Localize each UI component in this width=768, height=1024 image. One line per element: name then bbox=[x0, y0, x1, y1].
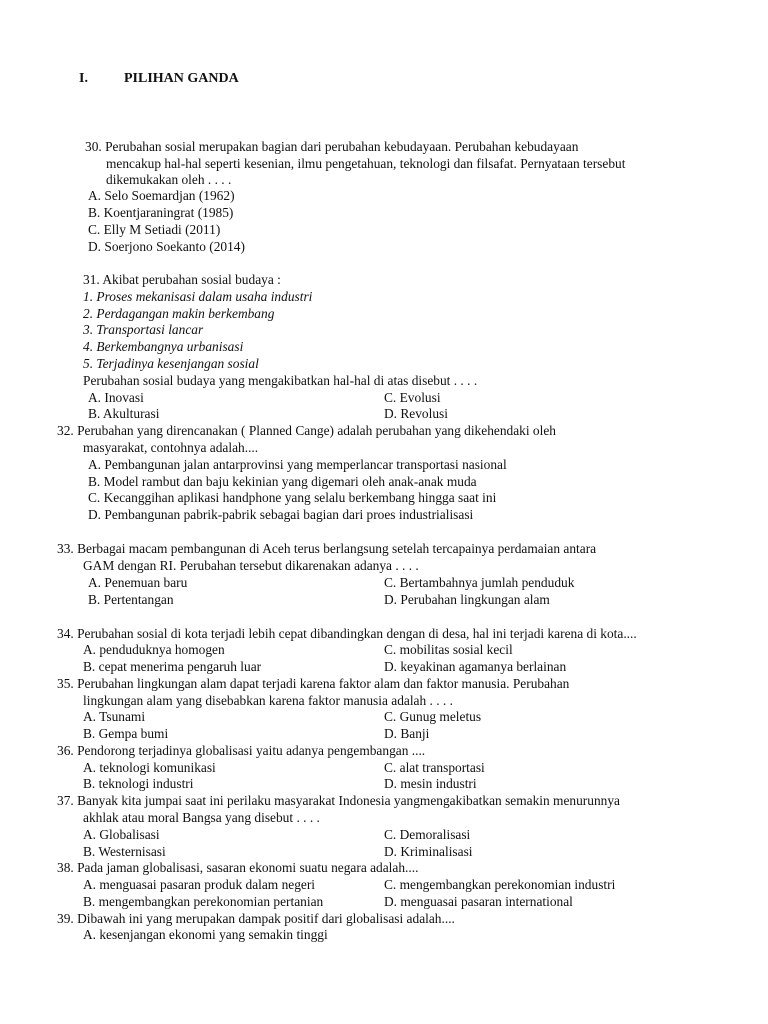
list-item: 4. Berkembangnya urbanisasi bbox=[83, 339, 244, 354]
question-text: dikemukakan oleh . . . . bbox=[106, 172, 232, 187]
answer-option: A. Globalisasi bbox=[83, 827, 160, 842]
answer-option: C. Kecanggihan aplikasi handphone yang selalu berkembang hingga saat ini bbox=[88, 490, 497, 505]
answer-option: D. Soerjono Soekanto (2014) bbox=[88, 239, 245, 254]
answer-option: B. Gempa bumi bbox=[83, 726, 169, 741]
answer-option: D. menguasai pasaran international bbox=[384, 894, 573, 909]
answer-option: C. mobilitas sosial kecil bbox=[384, 642, 513, 657]
question-text: 37. Banyak kita jumpai saat ini perilaku masyarakat Indonesia yangmengakibatkan semakin menurunnya bbox=[57, 793, 620, 808]
list-item: 3. Transportasi lancar bbox=[83, 322, 204, 337]
list-item: 5. Terjadinya kesenjangan sosial bbox=[83, 356, 259, 371]
question-text: 36. Pendorong terjadinya globalisasi yaitu adanya pengembangan .... bbox=[57, 743, 426, 758]
answer-option: A. Tsunami bbox=[83, 709, 146, 724]
answer-option: B. mengembangkan perekonomian pertanian bbox=[83, 894, 324, 909]
answer-option: C. alat transportasi bbox=[384, 760, 485, 775]
answer-option: A. menguasai pasaran produk dalam negeri bbox=[83, 877, 316, 892]
answer-option: C. Bertambahnya jumlah penduduk bbox=[384, 575, 575, 590]
answer-option: D. mesin industri bbox=[384, 776, 477, 791]
answer-option: B. cepat menerima pengaruh luar bbox=[83, 659, 262, 674]
question-text: 39. Dibawah ini yang merupakan dampak positif dari globalisasi adalah.... bbox=[57, 911, 455, 926]
answer-option: B. teknologi industri bbox=[83, 776, 194, 791]
answer-option: D. Perubahan lingkungan alam bbox=[384, 592, 550, 607]
answer-option: C. Elly M Setiadi (2011) bbox=[88, 222, 221, 237]
answer-option: A. teknologi komunikasi bbox=[83, 760, 216, 775]
answer-option: D. Revolusi bbox=[384, 406, 448, 421]
answer-option: D. keyakinan agamanya berlainan bbox=[384, 659, 567, 674]
list-item: 2. Perdagangan makin berkembang bbox=[83, 306, 275, 321]
answer-option: C. Evolusi bbox=[384, 390, 441, 405]
answer-option: D. Banji bbox=[384, 726, 430, 741]
question-text: akhlak atau moral Bangsa yang disebut . . . . bbox=[83, 810, 320, 825]
question-text: 33. Berbagai macam pembangunan di Aceh terus berlangsung setelah tercapainya perdamaian antara bbox=[57, 541, 597, 556]
section-title: PILIHAN GANDA bbox=[124, 71, 239, 86]
answer-option: B. Pertentangan bbox=[88, 592, 174, 607]
question-text: lingkungan alam yang disebabkan karena faktor manusia adalah . . . . bbox=[83, 693, 453, 708]
answer-option: B. Koentjaraningrat (1985) bbox=[88, 205, 234, 220]
answer-option: C. Gunug meletus bbox=[384, 709, 482, 724]
answer-option: C. Demoralisasi bbox=[384, 827, 471, 842]
answer-option: B. Akulturasi bbox=[88, 406, 160, 421]
question-text: Perubahan sosial budaya yang mengakibatkan hal-hal di atas disebut . . . . bbox=[83, 373, 478, 388]
question-text: GAM dengan RI. Perubahan tersebut dikarenakan adanya . . . . bbox=[83, 558, 419, 573]
question-text: masyarakat, contohnya adalah.... bbox=[83, 440, 259, 455]
answer-option: A. Selo Soemardjan (1962) bbox=[88, 188, 235, 203]
answer-option: B. Model rambut dan baju kekinian yang digemari oleh anak-anak muda bbox=[88, 474, 477, 489]
question-text: mencakup hal-hal seperti kesenian, ilmu pengetahuan, teknologi dan filsafat. Pernyataan tersebut bbox=[106, 156, 626, 171]
question-text: 38. Pada jaman globalisasi, sasaran ekonomi suatu negara adalah.... bbox=[57, 860, 419, 875]
answer-option: C. mengembangkan perekonomian industri bbox=[384, 877, 616, 892]
answer-option: A. Penemuan baru bbox=[88, 575, 188, 590]
question-text: 31. Akibat perubahan sosial budaya : bbox=[83, 272, 281, 287]
question-text: 35. Perubahan lingkungan alam dapat terjadi karena faktor alam dan faktor manusia. Perubahan bbox=[57, 676, 570, 691]
answer-option: A. kesenjangan ekonomi yang semakin tinggi bbox=[83, 927, 328, 942]
answer-option: A. penduduknya homogen bbox=[83, 642, 225, 657]
question-text: 30. Perubahan sosial merupakan bagian dari perubahan kebudayaan. Perubahan kebudayaan bbox=[85, 139, 579, 154]
section-number: I. bbox=[79, 71, 88, 86]
question-text: 34. Perubahan sosial di kota terjadi lebih cepat dibandingkan dengan di desa, hal ini terjadi karena di kota.... bbox=[57, 626, 637, 641]
answer-option: D. Pembangunan pabrik-pabrik sebagai bagian dari proes industrialisasi bbox=[88, 507, 474, 522]
answer-option: D. Kriminalisasi bbox=[384, 844, 473, 859]
answer-option: A. Pembangunan jalan antarprovinsi yang memperlancar transportasi nasional bbox=[88, 457, 507, 472]
list-item: 1. Proses mekanisasi dalam usaha industri bbox=[83, 289, 313, 304]
answer-option: B. Westernisasi bbox=[83, 844, 166, 859]
question-text: 32. Perubahan yang direncanakan ( Planned Cange) adalah perubahan yang dikehendaki oleh bbox=[57, 423, 556, 438]
answer-option: A. Inovasi bbox=[88, 390, 144, 405]
